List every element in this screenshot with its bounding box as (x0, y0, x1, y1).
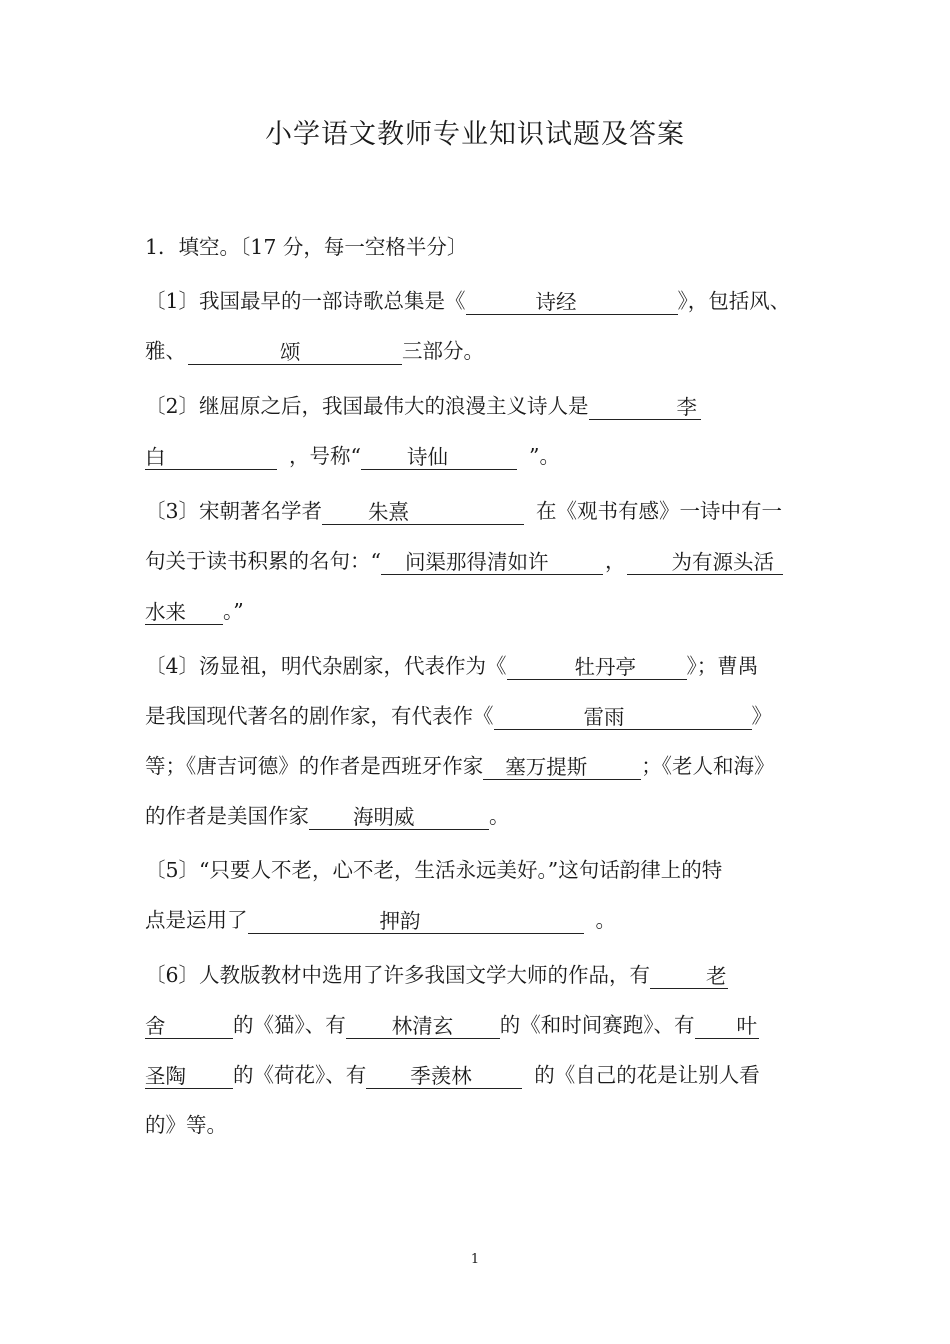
q6-line4 (145, 1111, 227, 1139)
q3-answer1: 朱熹 (368, 500, 410, 524)
q1-text-c: 雅、 (145, 339, 186, 363)
q5-line1 (145, 856, 722, 884)
q1-text-a: 〔1〕我国最早的一部诗歌总集是《 (145, 289, 466, 313)
q4-text-h: 。 (489, 804, 510, 828)
q2-blank1b (145, 443, 277, 470)
q3-text-b: 在《观书有感》一诗中有一 (536, 499, 783, 523)
q4-text-b: 》；曹禺 (686, 654, 759, 678)
q4-blank3 (483, 753, 641, 780)
document-title: 小学语文教师专业知识试题及答案 (265, 119, 685, 150)
q6-text-b: 的《猫》、有 (233, 1013, 346, 1037)
q5-answer1: 押韵 (379, 909, 421, 933)
q3-text-a: 〔3〕宋朝著名学者 (145, 499, 323, 523)
q4-blank4 (309, 803, 489, 830)
q3-text-c: 句关于读书积累的名句：“ (145, 549, 381, 573)
q6-blank3b (145, 1062, 233, 1089)
q1-text-d: 三部分。 (402, 339, 484, 363)
q6-answer4: 季羡林 (410, 1064, 472, 1088)
q2-line2 (145, 442, 560, 470)
q4-text-g: 的作者是美国作家 (145, 804, 309, 828)
q2-text-c: ”。 (528, 444, 560, 468)
q4-answer1: 牡丹亭 (574, 655, 637, 679)
q6-text-d: 的《荷花》、有 (233, 1063, 367, 1087)
q6-line1 (145, 961, 728, 989)
q6-text-a: 〔6〕人教版教材中选用了许多我国文学大师的作品，有 (145, 963, 651, 987)
q4-answer3: 塞万提斯 (505, 755, 588, 779)
page-number: 1 (470, 1252, 480, 1267)
q6-answer1b: 舍 (145, 1014, 166, 1038)
q6-line2 (145, 1011, 759, 1039)
q6-blank4 (366, 1062, 522, 1089)
q6-text-f: 的》等。 (145, 1113, 227, 1137)
q6-text-e: 的《自己的花是让别人看 (534, 1063, 760, 1087)
q4-blank2 (494, 703, 752, 730)
q2-blank1a (589, 393, 701, 420)
q4-line2 (145, 702, 772, 730)
q3-answer2: 问渠那得清如许 (404, 550, 549, 574)
q4-text-f: ；《老人和海》 (641, 754, 775, 778)
q2-line1 (145, 392, 701, 420)
q6-text-c: 的《和时间赛跑》、有 (499, 1013, 695, 1037)
q1-text-b: 》，包括风、 (677, 289, 791, 313)
q4-text-a: 〔4〕汤显祖，明代杂剧家，代表作为《 (145, 654, 507, 678)
q2-text-a: 〔2〕继屈原之后，我国最伟大的浪漫主义诗人是 (145, 394, 589, 418)
q6-blank1a (650, 962, 728, 989)
q5-blank1 (248, 907, 584, 934)
q3-text-e: 。” (223, 599, 244, 623)
q6-blank1b (145, 1012, 233, 1039)
q6-answer3a: 叶 (736, 1014, 757, 1038)
q1-blank1 (466, 288, 678, 315)
q2-blank2 (361, 443, 517, 470)
q4-answer2: 雷雨 (583, 705, 625, 729)
q4-answer4: 海明威 (353, 805, 415, 829)
q3-answer3a: 为有源头活 (671, 550, 774, 574)
q4-text-d: 》 (751, 704, 772, 728)
q6-answer2: 林清玄 (391, 1014, 454, 1038)
q3-text-d: ， (604, 549, 626, 573)
q5-text-c: 。 (595, 908, 616, 932)
q1-answer1: 诗经 (535, 290, 577, 314)
q4-line4 (145, 802, 510, 830)
q2-answer1a: 李 (676, 395, 698, 419)
q1-blank2 (188, 338, 402, 365)
q6-answer3b: 圣陶 (145, 1064, 186, 1088)
q1-line2 (145, 337, 484, 365)
q6-answer1a: 老 (706, 964, 727, 988)
q3-line1 (145, 497, 782, 525)
q5-text-b: 点是运用了 (145, 908, 248, 932)
q2-answer2: 诗仙 (406, 445, 448, 469)
q6-line3 (145, 1061, 760, 1089)
q2-text-b: ，号称“ (289, 444, 361, 468)
q6-blank3a (695, 1012, 759, 1039)
q3-blank1 (322, 498, 524, 525)
q4-line3 (145, 752, 775, 780)
q3-blank3b (145, 598, 223, 625)
section-heading: 1．填空。〔17 分，每一空格半分〕 (145, 235, 468, 259)
q3-line2 (145, 547, 783, 575)
q4-blank1 (507, 653, 687, 680)
q4-text-e: 等；《唐吉诃德》的作者是西班牙作家 (145, 754, 484, 778)
q5-line2 (145, 906, 616, 934)
q5-text-a: 〔5〕“只要人不老，心不老，生活永远美好。”这句话韵律上的特 (145, 858, 723, 882)
q2-answer1b: 白 (145, 445, 166, 469)
q3-answer3b: 水来 (145, 600, 186, 624)
q1-answer2: 颂 (280, 340, 301, 364)
q4-text-c: 是我国现代著名的剧作家，有代表作《 (145, 704, 494, 728)
q6-blank2 (346, 1012, 500, 1039)
q3-line3 (145, 597, 244, 625)
q1-line1 (145, 287, 790, 315)
q3-blank3a (627, 548, 783, 575)
q4-line1 (145, 652, 758, 680)
q3-blank2 (381, 548, 603, 575)
